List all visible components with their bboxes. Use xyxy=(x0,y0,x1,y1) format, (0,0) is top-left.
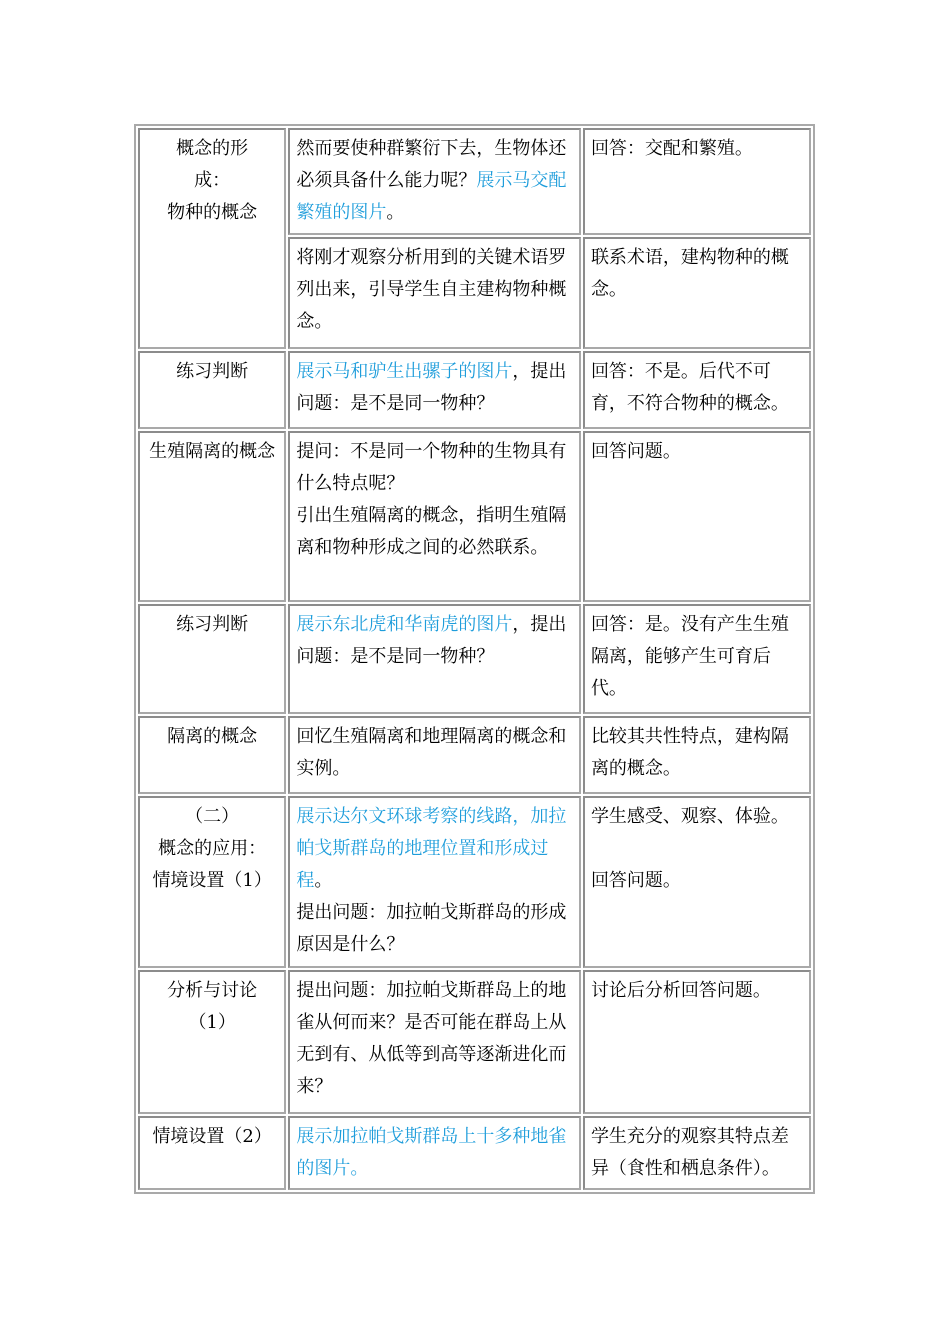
teacher-text: 。 xyxy=(386,202,405,223)
teacher-activity-cell xyxy=(288,604,581,714)
lesson-plan-table xyxy=(134,124,815,1194)
student-text: 回答问题。 xyxy=(590,870,681,891)
teacher-text: ，提出问题：是不是同一物种？ xyxy=(296,614,567,667)
student-text: 学生充分的观察其特点差异（食性和栖息条件）。 xyxy=(590,1126,789,1179)
student-activity-cell xyxy=(583,796,811,968)
blank-line xyxy=(591,833,804,865)
stage-cell xyxy=(138,716,286,794)
teacher-activity-cell xyxy=(288,716,581,794)
table-row xyxy=(138,128,811,235)
teacher-activity-cell xyxy=(288,351,581,429)
teacher-text: 引出生殖隔离的概念，指明生殖隔离和物种形成之间的必然联系。 xyxy=(296,505,567,558)
teacher-media-link-text: 展示马和驴生出骡子的图片 xyxy=(296,361,513,382)
teacher-media-link-text: 展示加拉帕戈斯群岛上十多种地雀的图片。 xyxy=(296,1126,567,1179)
stage-label: 练习判断 xyxy=(176,361,249,382)
student-activity-cell xyxy=(583,970,811,1114)
student-text: 学生感受、观察、体验。 xyxy=(590,806,789,827)
teacher-text: 。 xyxy=(314,870,333,891)
teacher-text: ，提出问题：是不是同一物种？ xyxy=(296,361,567,414)
teacher-activity-cell xyxy=(288,128,581,235)
student-text: 回答：交配和繁殖。 xyxy=(590,138,753,159)
table-row xyxy=(138,604,811,714)
stage-cell xyxy=(138,970,286,1114)
student-activity-cell xyxy=(583,716,811,794)
stage-label: 成： xyxy=(194,170,231,191)
table-row xyxy=(138,431,811,602)
stage-cell xyxy=(138,128,286,349)
stage-cell xyxy=(138,604,286,714)
teacher-text: 回忆生殖隔离和地理隔离的概念和实例。 xyxy=(296,726,567,779)
student-activity-cell xyxy=(583,604,811,714)
stage-cell xyxy=(138,796,286,968)
teacher-text: 然而要使种群繁衍下去，生物体还必须具备什么能力呢？ xyxy=(296,138,567,191)
teacher-activity-cell xyxy=(288,796,581,968)
stage-label: 分析与讨论 xyxy=(167,980,258,1001)
teacher-activity-cell xyxy=(288,237,581,349)
teacher-activity-cell xyxy=(288,1116,581,1190)
teacher-activity-cell xyxy=(288,970,581,1114)
student-activity-cell xyxy=(583,128,811,235)
stage-label: 概念的形 xyxy=(176,138,249,159)
student-text: 比较其共性特点，建构隔离的概念。 xyxy=(590,726,789,779)
student-text: 回答问题。 xyxy=(590,441,681,462)
student-text: 讨论后分析回答问题。 xyxy=(590,980,771,1001)
table-row xyxy=(138,351,811,429)
student-activity-cell xyxy=(583,237,811,349)
table-row xyxy=(138,970,811,1114)
teacher-text: 提问：不是同一个物种的生物具有什么特点呢？ xyxy=(296,441,567,494)
teacher-media-link-text: 展示马交配繁殖的图片 xyxy=(296,170,567,223)
stage-label: （二） xyxy=(185,806,240,827)
teacher-media-link-text: 展示东北虎和华南虎的图片 xyxy=(296,614,513,635)
stage-cell xyxy=(138,431,286,602)
stage-label: 隔离的概念 xyxy=(167,726,258,747)
stage-label: 物种的概念 xyxy=(167,202,258,223)
stage-label: 概念的应用： xyxy=(158,838,267,859)
stage-cell xyxy=(138,1116,286,1190)
teacher-media-link-text: 展示达尔文环球考察的线路，加拉帕戈斯群岛的地理位置和形成过程 xyxy=(296,806,567,891)
student-activity-cell xyxy=(583,1116,811,1190)
table-row xyxy=(138,1116,811,1190)
student-text: 联系术语，建构物种的概念。 xyxy=(590,247,789,300)
teacher-activity-cell xyxy=(288,431,581,602)
stage-cell xyxy=(138,351,286,429)
stage-label: 生殖隔离的概念 xyxy=(149,441,276,462)
table-row xyxy=(138,716,811,794)
student-text: 回答：是。没有产生生殖隔离，能够产生可育后代。 xyxy=(590,614,789,699)
teacher-text: 提出问题：加拉帕戈斯群岛的形成原因是什么？ xyxy=(296,902,567,955)
stage-label: （1） xyxy=(188,1012,236,1033)
student-activity-cell xyxy=(583,351,811,429)
teacher-text: 将刚才观察分析用到的关键术语罗列出来，引导学生自主建构物种概念。 xyxy=(296,247,567,332)
table-row xyxy=(138,796,811,968)
teacher-text: 提出问题：加拉帕戈斯群岛上的地雀从何而来？是否可能在群岛上从无到有、从低等到高等逐渐进化而来？ xyxy=(296,980,567,1097)
stage-label: 情境设置（2） xyxy=(152,1126,272,1147)
student-text: 回答：不是。后代不可育，不符合物种的概念。 xyxy=(590,361,789,414)
stage-label: 情境设置（1） xyxy=(152,870,272,891)
student-activity-cell xyxy=(583,431,811,602)
stage-label: 练习判断 xyxy=(176,614,249,635)
